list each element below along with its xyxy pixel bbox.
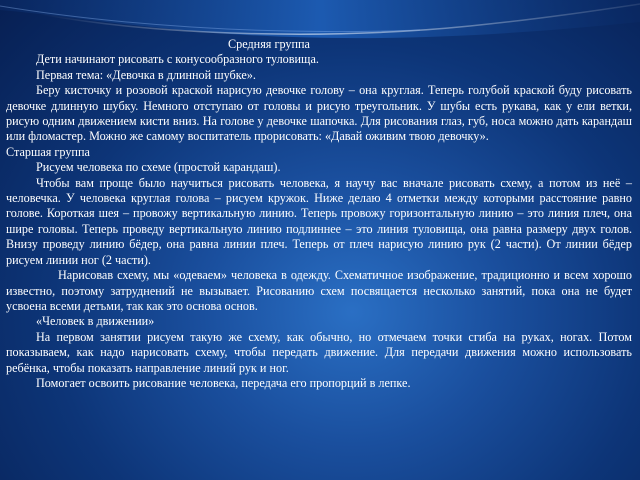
paragraph: Чтобы вам проще было научиться рисовать человека, я научу вас вначале рисовать схему, а потом из неё – человечка. У человека круглая голова – рисуем кружок. Ниже делаю 4 отметки между которыми расстояние равно голове. Короткая шея – провожу вертикальную линию. Теперь провожу горизонтальную линию – это линия плеч, она шире головы. Теперь проведу вертикальную линию подлиннее – это линия туловища, она равна размеру двух голов. Внизу проведу линию бёдер, она равна линии плеч. Теперь от плеч нарисую линию рук (2 части). От линии бёдер рисуем линии ног (2 части). [6, 175, 632, 267]
heading-middle-group: Средняя группа [228, 37, 310, 51]
paragraph: Беру кисточку и розовой краской нарисую девочке голову – она круглая. Теперь голубой краской буду рисовать девочке длинную шубку. Немного отступаю от головы и рисую треугольник. У шубы есть рукава, как у ели ветки, рисую одним движением кисти вниз. На голове у девочке шапочка. Для рисования глаз, губ, носа можно дать карандаш или фломастер. Можно же самому воспитатель прорисовать: «Давай оживим твою девочку». [6, 83, 632, 144]
paragraph: Дети начинают рисовать с конусообразного туловища. [36, 52, 319, 67]
paragraph: Рисуем человека по схеме (простой карандаш). [36, 160, 281, 175]
document-text [6, 37, 632, 391]
paragraph: Помогает освоить рисование человека, передача его пропорций в лепке. [36, 375, 411, 390]
paragraph: Первая тема: «Девочка в длинной шубке». [36, 67, 256, 82]
heading-senior-group: Старшая группа [6, 144, 90, 159]
paragraph: На первом занятии рисуем такую же схему, как обычно, но отмечаем точки сгиба на руках, ногах. Потом показываем, как надо нарисовать схему, чтобы передать движение. Для передачи движения можно использовать ребёнка, чтобы показать направление линий рук и ног. [6, 329, 632, 375]
paragraph-subheading: «Человек в движении» [36, 314, 155, 329]
paragraph: Нарисовав схему, мы «одеваем» человека в одежду. Схематичное изображение, традиционно и всем хорошо известно, поэтому затруднений не вызывает. Рисованию схем посвящается несколько занятий, пока она не будет усвоена всеми детьми, так как это основа основ. [6, 268, 632, 313]
